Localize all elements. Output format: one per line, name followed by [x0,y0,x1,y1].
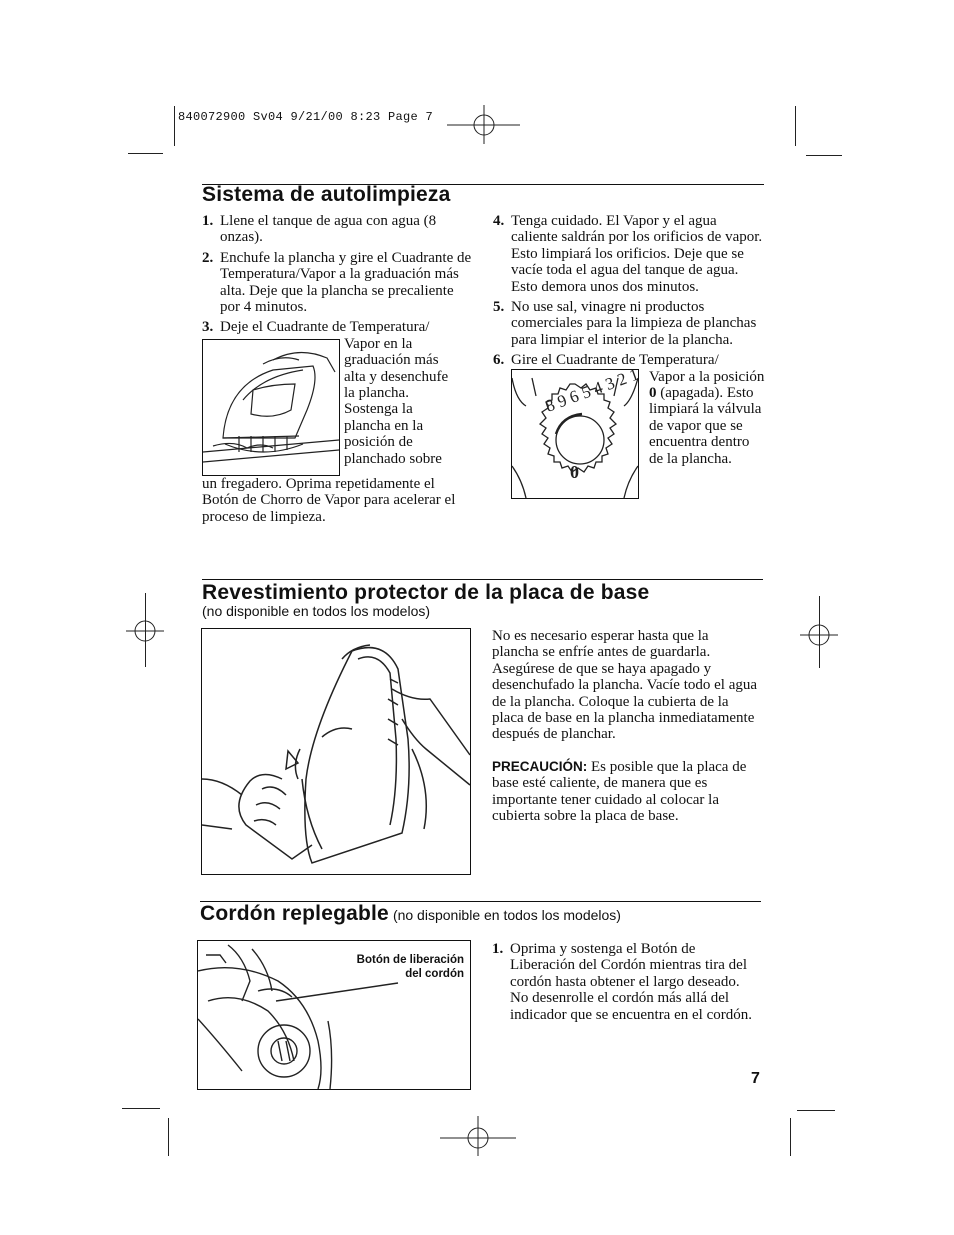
self-clean-iron-illustration [202,339,340,476]
section-rule [202,184,764,185]
step-1: 1. Llene el tanque de agua con agua (8 onzas). [202,213,437,246]
cord-release-caption: Botón de liberación del cordón [356,954,464,980]
dial-zero: 0 [570,461,579,482]
dial-digits: 8 9 6 5 4 3 2 1 [542,369,638,416]
section-subtitle-revestimiento: (no disponible en todos los modelos) [202,603,431,619]
section-subtitle-cordon: (no disponible en todos los modelos) [392,907,621,923]
soleplate-paragraph: No es necesario esperar hasta que la plancha se enfríe antes de guardarla. Asegúrese de que se haya apagado y desenchufado la plancha. Vacíe todo el agua de la plancha. Coloque la cubierta de la placa de base en la plancha inmediatamente después de planchar. [492,628,758,743]
section-title-revestimiento: Revestimiento protector de la placa de base [202,581,650,604]
cord-step-1: 1. Oprima y sostenga el Botón de Liberación del Cordón mientras tira del cordón hasta obtener el largo deseado. No desenrolle el cordón más allá del indicador que se encuentra en el cordón. [492,941,752,1023]
temperature-dial-illustration [511,369,639,499]
step-4: 4. Tenga cuidado. El Vapor y el agua caliente saldrán por los orificios de vapor. Esto limpiará los orificios. Deje que se vacíe toda el agua del tanque de agua. Esto demora unos dos minutos. [493,213,763,295]
caution-paragraph: PRECAUCIÓN: Es posible que la placa de base esté caliente, de manera que es importante tener cuidado al colocar la cubierta sobre la placa de base. [492,759,747,825]
cord-release-illustration [197,940,471,1090]
step-6: 6. Gire el Cuadrante de Temperatura/ 8 9 6 5 4 3 2 1 0 Vapor a la posición 0 (apagada). Esto limpiará la válvula de vapor que se encuentra dentro de la plancha. [493,352,765,498]
section-title-autolimpieza: Sistema de autolimpieza [202,183,451,206]
section-title-cordon: Cordón replegable [200,902,389,925]
step-2: 2. Enchufe la plancha y gire el Cuadrante de Temperatura/Vapor a la graduación más alta. Deje que la plancha se precaliente por 4 minutos. [202,249,472,316]
step-5: 5. No use sal, vinagre ni productos comerciales para la limpieza de planchas para limpiar el interior de la plancha. [493,299,757,348]
page-number: 7 [751,1070,760,1087]
caution-label: PRECAUCIÓN: [492,759,588,774]
soleplate-cover-illustration [201,628,471,875]
steps-column-left [202,213,474,525]
section-title-cordon-row [200,902,621,926]
steps-column-right [493,213,765,499]
print-header: 840072900 Sv04 9/21/00 8:23 Page 7 [178,110,434,124]
step-3: 3. Deje el Cuadrante de Temperatura/ Vapor en la graduación más alta y desenchufe la plancha. Sostenga la plancha en la posición de planchado sobre un fregadero. Oprima repetidamente el Botón de Chorro de Vapor para acelerar el proceso de limpieza. [202,319,456,525]
section-rule [202,579,763,580]
